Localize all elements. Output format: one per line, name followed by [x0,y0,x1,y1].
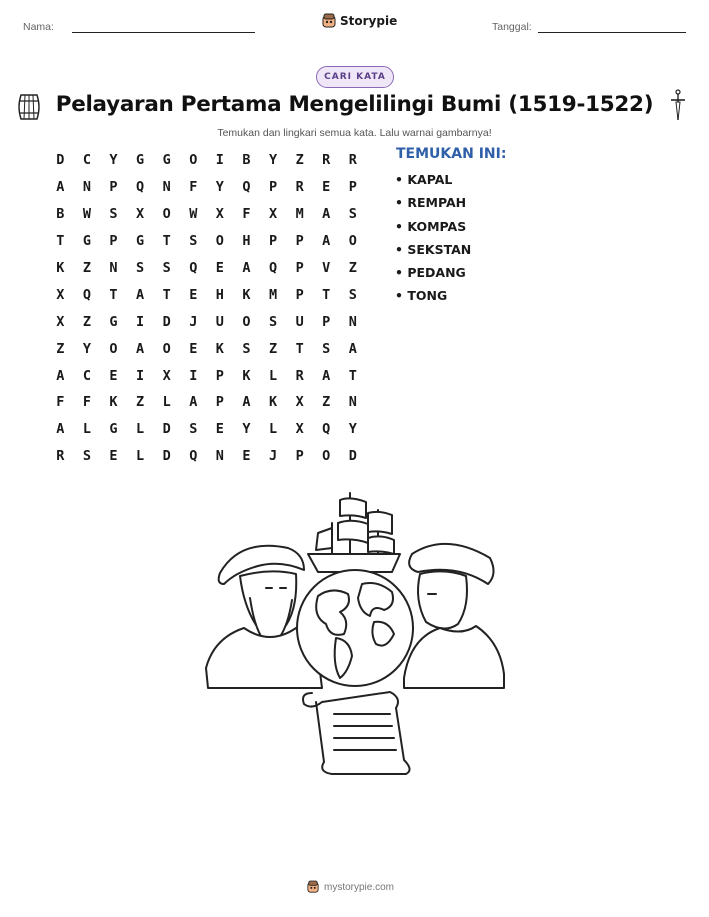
grid-letter[interactable]: F [242,206,251,223]
grid-letter[interactable]: D [162,448,171,465]
grid-row [47,335,366,362]
grid-letter[interactable]: G [82,233,91,250]
word-item: • PEDANG [395,265,466,281]
grid-letter[interactable]: P [295,233,304,250]
grid-letter[interactable]: L [136,421,145,438]
grid-letter[interactable]: F [56,394,65,411]
grid-row [47,255,366,282]
grid-letter[interactable]: M [295,206,304,223]
grid-letter[interactable]: D [56,152,65,169]
grid-letter[interactable]: T [56,233,65,250]
grid-letter[interactable]: X [295,394,304,411]
brand-logo [322,13,397,29]
word-search-grid[interactable] [47,147,366,470]
grid-row [47,281,366,308]
grid-row [47,389,366,416]
grid-letter[interactable]: U [295,313,304,330]
grid-letter[interactable]: H [215,286,224,303]
grid-letter[interactable]: O [189,152,198,169]
grid-letter[interactable]: L [162,394,171,411]
ship-drawing [308,493,400,572]
grid-letter[interactable]: H [242,233,251,250]
grid-letter[interactable]: L [82,421,91,438]
grid-letter[interactable]: E [215,260,224,276]
grid-letter[interactable]: Q [189,448,198,465]
grid-letter[interactable]: X [268,206,278,223]
grid-letter[interactable]: B [56,206,65,223]
grid-letter[interactable]: E [322,179,331,196]
grid-letter[interactable]: E [242,448,251,465]
grid-letter[interactable]: S [136,260,145,276]
grid-letter[interactable]: A [56,179,65,196]
grid-letter[interactable]: E [215,421,224,438]
grid-letter[interactable]: Z [56,340,65,357]
grid-letter[interactable]: S [242,340,251,357]
storypie-mascot-icon [307,880,319,894]
grid-letter[interactable]: K [215,340,224,357]
grid-letter[interactable]: A [322,367,331,384]
grid-letter[interactable]: Q [268,260,278,276]
scroll-drawing [303,692,410,774]
grid-letter[interactable]: D [162,313,171,330]
grid-letter[interactable]: R [322,152,331,169]
coloring-illustration[interactable] [200,488,510,778]
grid-letter[interactable]: P [348,179,357,196]
grid-row [47,174,366,201]
grid-letter[interactable]: I [189,367,198,384]
grid-letter[interactable]: K [242,367,251,384]
grid-letter[interactable]: G [109,421,118,438]
grid-letter[interactable]: E [109,448,118,465]
grid-letter[interactable]: A [56,421,65,438]
grid-letter[interactable]: Z [82,260,91,276]
grid-letter[interactable]: X [215,206,224,223]
grid-letter[interactable]: R [56,448,65,465]
grid-letter[interactable]: O [162,206,171,223]
grid-letter[interactable]: C [82,152,91,169]
grid-letter[interactable]: L [268,367,278,384]
grid-letter[interactable]: T [162,286,171,303]
grid-letter[interactable]: T [162,233,171,250]
grid-letter[interactable]: Y [268,152,278,169]
grid-letter[interactable]: A [322,206,331,223]
grid-letter[interactable]: Y [215,179,224,196]
grid-letter[interactable]: I [136,367,145,384]
grid-letter[interactable]: X [295,421,304,438]
grid-letter[interactable]: N [215,448,224,465]
grid-row [47,416,366,443]
word-item: • REMPAH [395,195,467,211]
grid-letter[interactable]: E [189,340,198,357]
grid-letter[interactable]: S [189,421,198,438]
grid-row [47,362,366,389]
grid-letter[interactable]: R [348,152,357,169]
grid-letter[interactable]: F [82,394,91,411]
grid-letter[interactable]: F [189,179,198,196]
grid-letter[interactable]: T [322,286,331,303]
grid-letter[interactable]: S [82,448,91,465]
grid-letter[interactable]: S [189,233,198,250]
grid-letter[interactable]: W [82,206,91,223]
grid-letter[interactable]: S [348,286,357,303]
word-item: • KAPAL [395,172,453,187]
sword-icon [668,89,688,123]
grid-letter[interactable]: S [348,206,357,223]
grid-letter[interactable]: J [268,448,278,465]
grid-letter[interactable]: E [189,286,198,303]
grid-letter[interactable]: Y [82,340,91,357]
grid-letter[interactable]: T [295,340,304,357]
page-title: Pelayaran Pertama Mengelilingi Bumi (1519-1522) [55,92,654,117]
grid-letter[interactable]: K [268,394,278,411]
grid-letter[interactable]: I [136,313,145,330]
grid-letter[interactable]: T [348,367,357,384]
grid-letter[interactable]: A [242,260,251,276]
instructions: Temukan dan lingkari semua kata. Lalu warnai gambarnya! [217,127,492,139]
word-item: • KOMPAS [395,218,467,234]
name-line[interactable] [72,32,255,33]
word-list [395,172,471,312]
grid-letter[interactable]: S [268,313,278,330]
grid-letter[interactable]: Q [322,421,331,438]
grid-letter[interactable]: C [82,367,91,384]
globe-drawing [297,570,413,686]
grid-letter[interactable]: N [348,313,357,330]
grid-row [47,228,366,255]
grid-letter[interactable]: Y [348,421,357,438]
grid-letter[interactable]: K [242,286,251,303]
grid-letter[interactable]: O [109,340,118,357]
grid-letter[interactable]: K [109,394,118,411]
grid-letter[interactable]: B [242,152,251,169]
grid-letter[interactable]: A [136,286,145,303]
word-item: • SEKSTAN [395,241,472,257]
grid-letter[interactable]: Z [136,394,145,411]
category-badge: CARI KATA [316,66,394,88]
grid-letter[interactable]: Q [242,179,251,196]
grid-letter[interactable]: S [322,340,331,357]
grid-row [47,443,366,470]
grid-letter[interactable]: A [136,340,145,357]
grid-letter[interactable]: X [56,313,65,330]
storypie-mascot-icon [322,13,336,29]
grid-letter[interactable]: K [56,260,65,276]
grid-letter[interactable]: P [268,179,278,196]
grid-letter[interactable]: A [322,233,331,250]
date-line[interactable] [538,32,686,33]
grid-letter[interactable]: E [109,367,118,384]
grid-letter[interactable]: G [109,313,118,330]
grid-letter[interactable]: Z [322,394,331,411]
grid-letter[interactable]: D [348,448,357,465]
grid-letter[interactable]: X [56,286,65,303]
grid-row [47,201,366,228]
grid-letter[interactable]: W [189,206,198,223]
grid-letter[interactable]: O [348,233,357,250]
grid-letter[interactable]: Y [242,421,251,438]
grid-letter[interactable]: X [136,206,145,223]
grid-letter[interactable]: A [56,367,65,384]
grid-letter[interactable]: Q [189,260,198,276]
grid-letter[interactable]: G [136,233,145,250]
grid-letter[interactable]: T [109,286,118,303]
footer [307,880,394,894]
grid-letter[interactable]: Y [109,152,118,169]
grid-letter[interactable]: Q [82,286,91,303]
grid-letter[interactable]: X [162,367,171,384]
grid-letter[interactable]: U [215,313,224,330]
grid-letter[interactable]: P [322,313,331,330]
grid-letter[interactable]: G [162,152,171,169]
grid-letter[interactable]: R [295,367,304,384]
word-item: • TONG [395,288,448,304]
grid-letter[interactable]: Q [136,179,145,196]
date-label: Tanggal: [492,21,532,33]
grid-letter[interactable]: N [109,260,118,276]
grid-letter[interactable]: A [348,340,357,357]
grid-letter[interactable]: O [242,313,251,330]
grid-letter[interactable]: A [242,394,251,411]
grid-row [47,308,366,335]
grid-letter[interactable]: P [268,233,278,250]
grid-letter[interactable]: O [162,340,171,357]
grid-letter[interactable]: O [215,233,224,250]
grid-letter[interactable]: L [268,421,278,438]
grid-letter[interactable]: P [215,367,224,384]
grid-letter[interactable]: D [162,421,171,438]
grid-letter[interactable]: P [109,233,118,250]
footer-url[interactable]: mystorypie.com [324,881,395,893]
grid-letter[interactable]: S [162,260,171,276]
grid-letter[interactable]: N [348,394,357,411]
brand-name: Storypie [340,14,398,28]
grid-letter[interactable]: Z [82,313,91,330]
grid-letter[interactable]: A [189,394,198,411]
grid-letter[interactable]: Z [348,260,357,276]
grid-letter[interactable]: V [322,260,331,276]
grid-letter[interactable]: P [215,394,224,411]
grid-letter[interactable]: N [82,179,91,196]
grid-letter[interactable]: L [136,448,145,465]
grid-letter[interactable]: P [295,448,304,465]
name-label: Nama: [23,21,54,33]
grid-letter[interactable]: S [109,206,118,223]
word-list-heading: TEMUKAN INI: [396,146,507,162]
explorer-right-drawing [404,544,504,688]
grid-letter[interactable]: P [109,179,118,196]
grid-letter[interactable]: O [322,448,331,465]
grid-letter[interactable]: M [268,286,278,303]
grid-letter[interactable]: P [295,286,304,303]
grid-letter[interactable]: Z [295,152,304,169]
grid-letter[interactable]: G [136,152,145,169]
grid-letter[interactable]: P [295,260,304,276]
grid-letter[interactable]: I [215,152,224,169]
grid-row [47,147,366,174]
grid-letter[interactable]: N [162,179,171,196]
grid-letter[interactable]: R [295,179,304,196]
grid-letter[interactable]: Z [268,340,278,357]
grid-letter[interactable]: J [189,313,198,330]
